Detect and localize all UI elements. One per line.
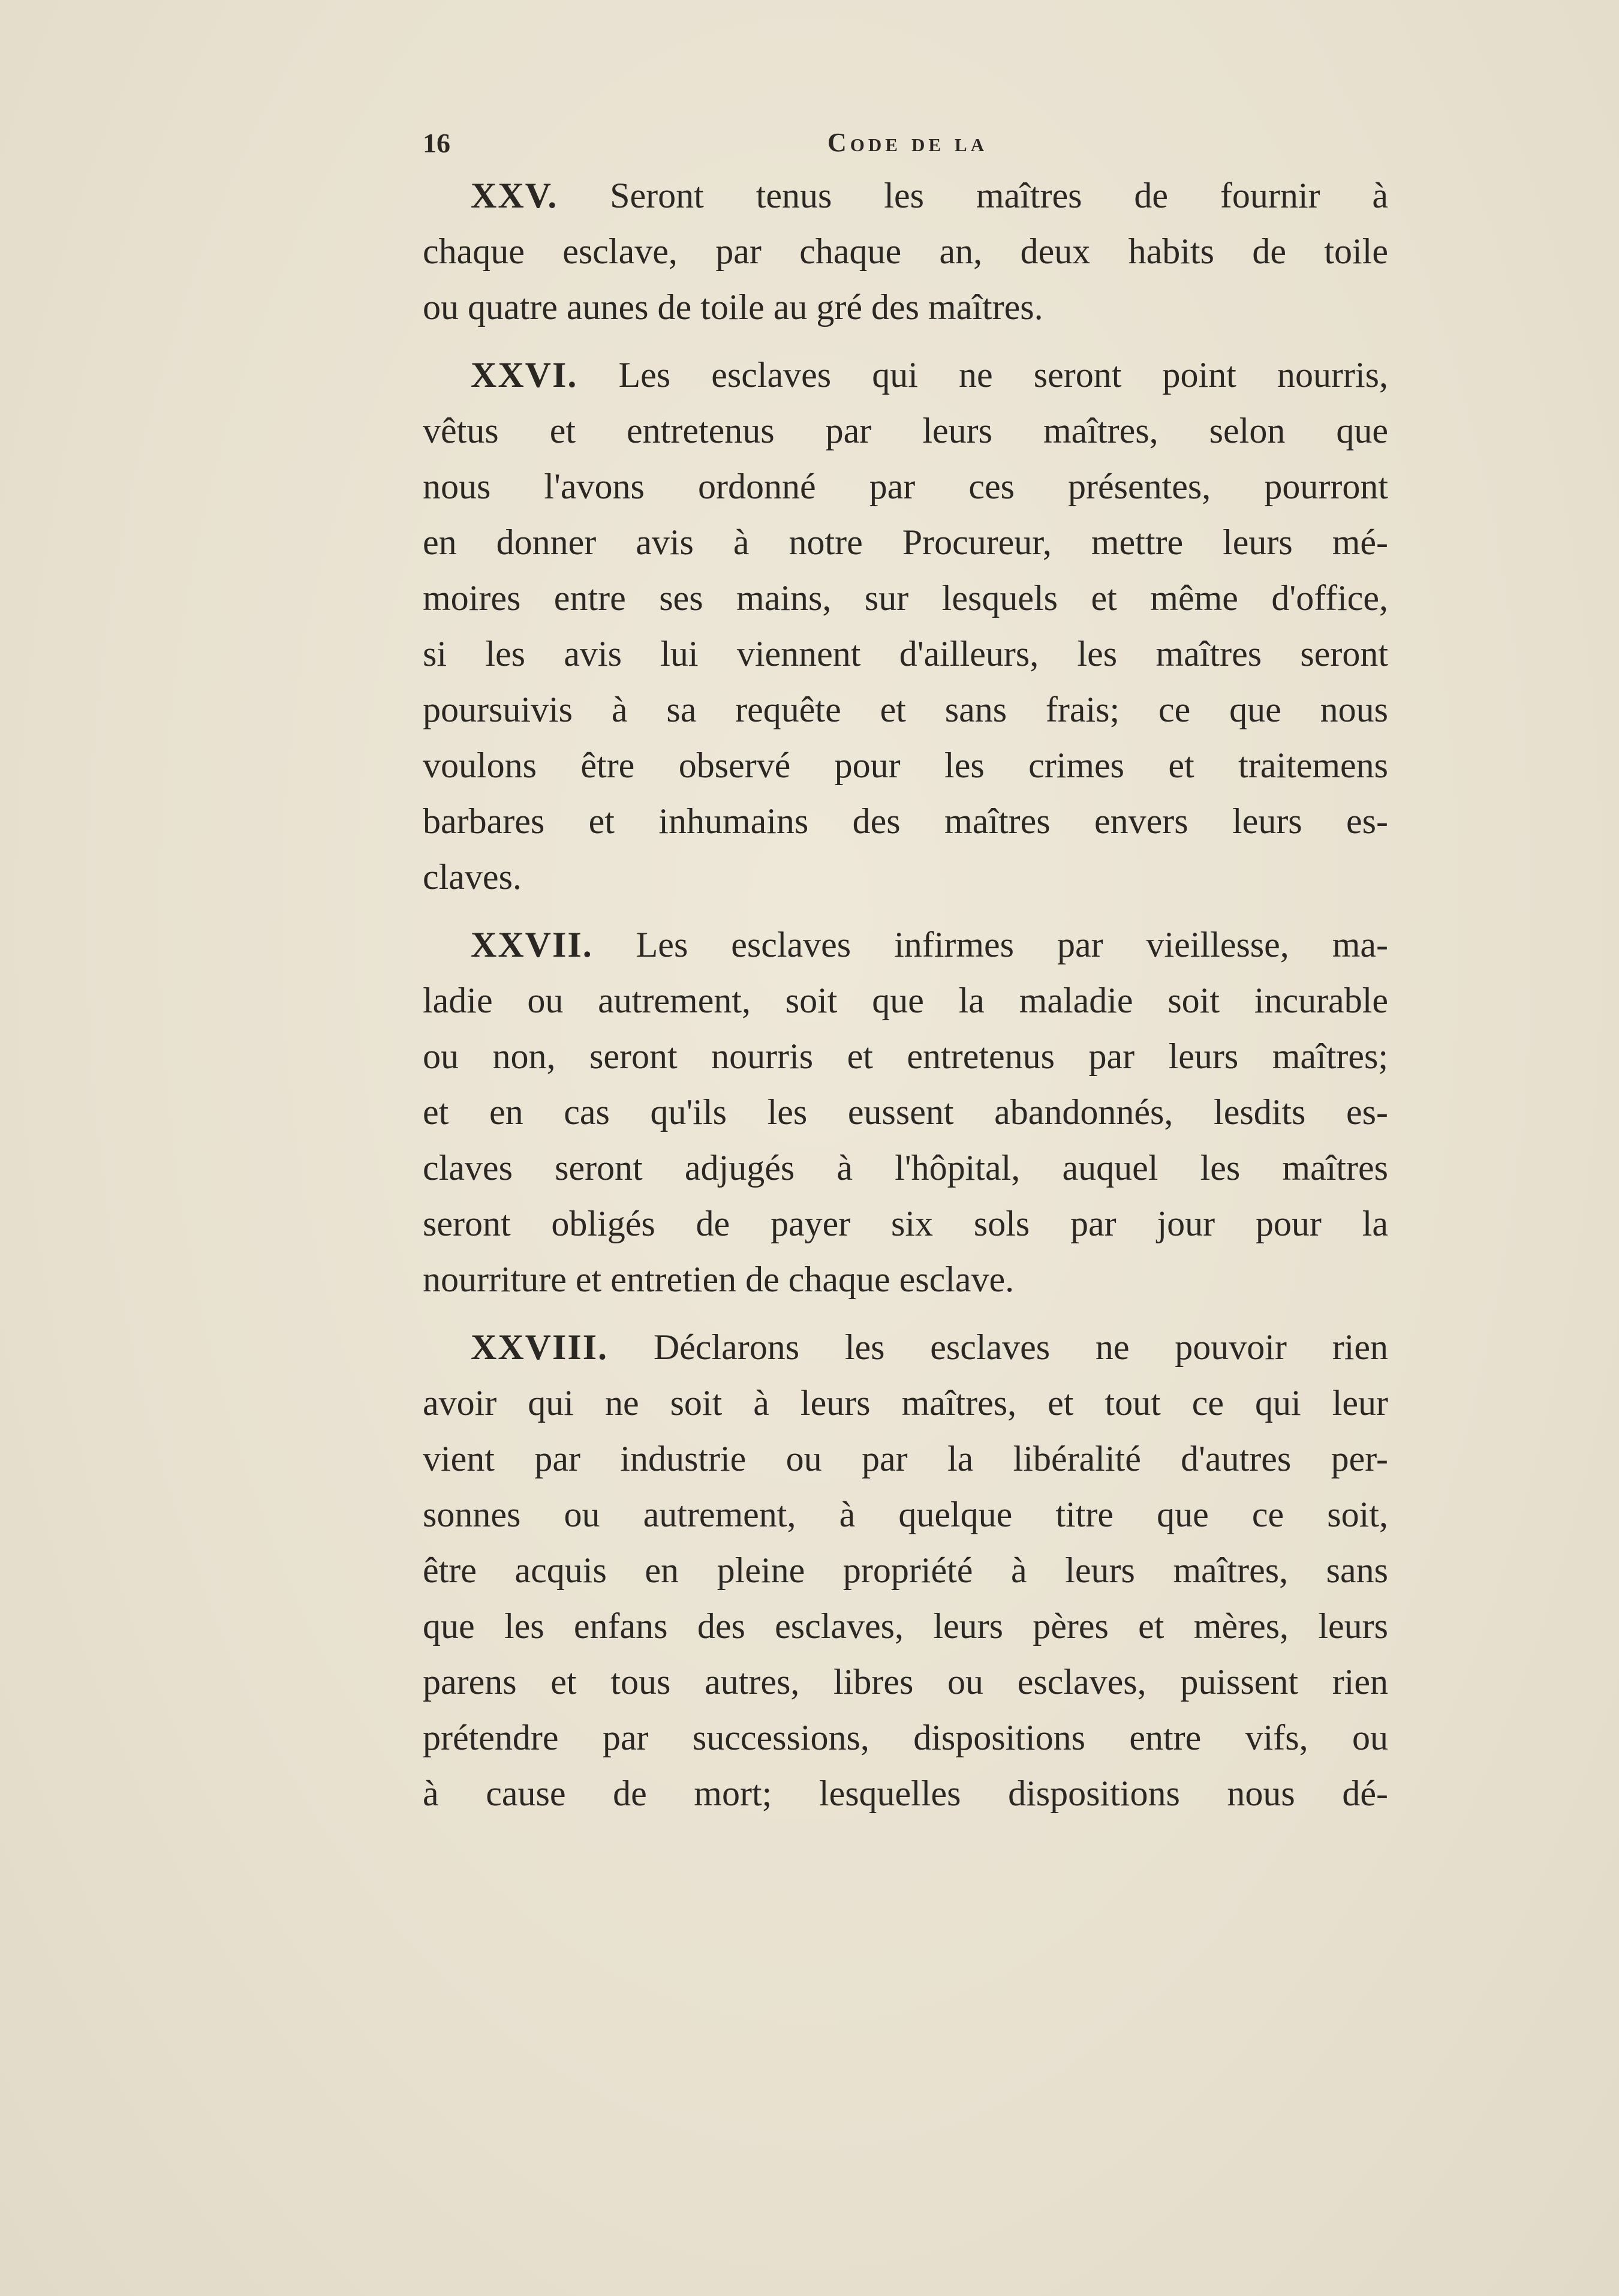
article-line: XXV. Seront tenus les maîtres de fournir à [471, 176, 1388, 215]
article-line: moires entre ses mains, sur lesquels et même d'office, [423, 578, 1388, 618]
article-27 [423, 917, 1388, 1308]
article-line: chaque esclave, par chaque an, deux habits de toile [423, 232, 1388, 271]
article-number: XXVII. [471, 925, 593, 964]
article-line: avoir qui ne soit à leurs maîtres, et tout ce qui leur [423, 1383, 1388, 1423]
article-line: ladie ou autrement, soit que la maladie soit incurable [423, 981, 1388, 1020]
article-line: être acquis en pleine propriété à leurs maîtres, sans [423, 1550, 1388, 1590]
article-line: prétendre par successions, dispositions entre vifs, ou [423, 1718, 1388, 1757]
page-header [423, 127, 1388, 163]
article-line: ou non, seront nourris et entretenus par leurs maîtres; [423, 1036, 1388, 1076]
article-line: ou quatre aunes de toile au gré des maîtres. [423, 287, 1043, 327]
article-line: que les enfans des esclaves, leurs pères et mères, leurs [423, 1606, 1388, 1646]
article-line: barbares et inhumains des maîtres envers leurs es- [423, 801, 1388, 841]
article-line: poursuivis à sa requête et sans frais; ce que nous [423, 690, 1388, 729]
article-26 [423, 347, 1388, 905]
article-line: nourriture et entretien de chaque esclave. [423, 1260, 1015, 1299]
article-number: XXVI. [471, 355, 578, 395]
page-number: 16 [423, 128, 450, 158]
article-number: XXV. [471, 176, 558, 215]
article-line: si les avis lui viennent d'ailleurs, les maîtres seront [423, 634, 1388, 674]
article-line: vient par industrie ou par la libéralité d'autres per- [423, 1439, 1388, 1478]
running-title: Code de la [827, 128, 988, 157]
article-line: voulons être observé pour les crimes et traitemens [423, 746, 1388, 785]
article-line: sonnes ou autrement, à quelque titre que ce soit, [423, 1495, 1388, 1534]
article-25 [423, 168, 1388, 335]
article-line: XXVIII. Déclarons les esclaves ne pouvoir rien [471, 1327, 1389, 1367]
article-line: XXVII. Les esclaves infirmes par vieillesse, ma- [471, 925, 1389, 964]
article-line: et en cas qu'ils les eussent abandonnés, lesdits es- [423, 1092, 1388, 1132]
article-line: claves. [423, 857, 522, 897]
article-line: claves seront adjugés à l'hôpital, auquel les maîtres [423, 1148, 1388, 1188]
article-line: en donner avis à notre Procureur, mettre leurs mé- [423, 522, 1388, 562]
article-number: XXVIII. [471, 1327, 609, 1367]
article-line: parens et tous autres, libres ou esclaves, puissent rien [423, 1662, 1388, 1702]
article-line: XXVI. Les esclaves qui ne seront point nourris, [471, 355, 1388, 395]
article-line: seront obligés de payer six sols par jour pour la [423, 1204, 1388, 1243]
article-line: à cause de mort; lesquelles dispositions nous dé- [423, 1774, 1388, 1813]
article-28 [423, 1320, 1388, 1822]
article-line: nous l'avons ordonné par ces présentes, pourront [423, 467, 1388, 506]
article-line: vêtus et entretenus par leurs maîtres, selon que [423, 411, 1388, 450]
body-text [423, 168, 1388, 1834]
